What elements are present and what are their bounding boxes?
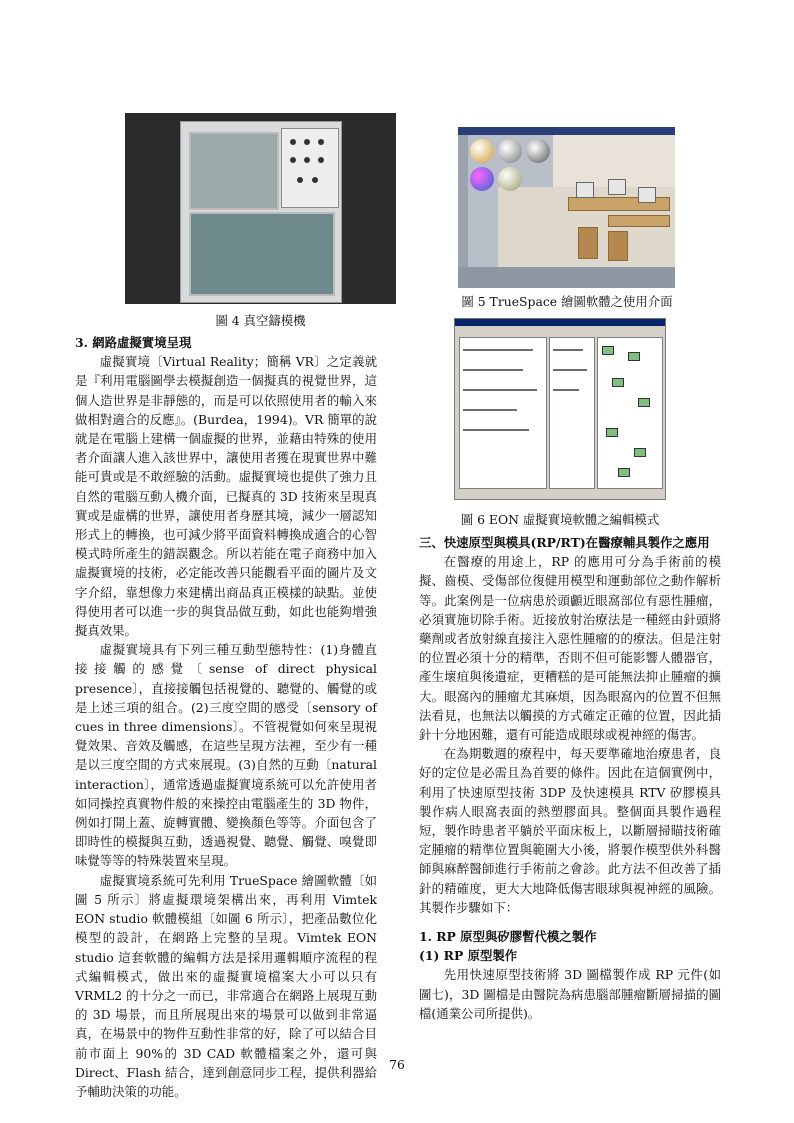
paragraph-vr-definition: 虛擬實境〔Virtual Reality；簡稱 VR〕之定義就是『利用電腦圖學去模擬創造一個擬真的視覺世界，這個人造世界是非靜態的，而是可以依照使用者的輸入來做相對適合的反應』。(Burdea，1994)。VR 簡單的說就是在電腦上建構一個虛擬的世界，並藉由特殊的使用者介面讓人進入該世界中，讓使用者獲在現實世界中難能可貴或是不敢經驗的活動。虛擬實境也提供了強力且自然的電腦互動人機介面，已擬真的 3D 技術來呈現真實或是虛構的世界，讓使用者身歷其境，減少一層認知形式上的轉換，也可減少將平面資料轉換成適合的心智模式時所產生的錯誤觀念。所以若能在電子商務中加入虛擬實境的技術，必定能改善只能觀看平面的圖片及文字介紹，靠想像力來建構出商品真正模樣的缺點。並使得使用者可以進一步的與貨品做互動，如此也能夠增強擬真效果。	[75, 354, 377, 639]
paragraph-vr-interaction: 虛擬實境具有下列三種互動型態特性：(1)身體直接接觸的感覺〔sense of direct physical presence〕，直接接觸包括視覺的、聽覺的、觸覺的或是上述三項的組合。(2)三度空間的感受〔sensory of cues in three dimensions〕。不管視覺如何來呈現視覺效果、音效及觸感，在這些呈現方法裡，至少有一種是以三度空間的方式來展現。(3)自然的互動〔natural interaction〕，通常透過虛擬實境系統可以允許使用者如同操控真實物件般的來操控由電腦產生的 3D 物件，例如打開上蓋、旋轉實體、變換顏色等等。介面包含了即時性的模擬與互動，透過視覺、聽覺、觸覺、嗅覺即味覺等等的特殊裝置來呈現。	[75, 642, 377, 869]
eon-editor-screenshot	[454, 318, 666, 500]
vacuum-casting-machine-photo	[125, 113, 396, 304]
machine-lower-window	[189, 212, 335, 296]
machine-cabinet	[180, 121, 342, 303]
subheading-rp-silicone: 1. RP 原型與矽膠暫代模之製作	[419, 929, 597, 945]
subheading-rp-prototype: (1) RP 原型製作	[419, 948, 518, 964]
machine-upper-window	[189, 132, 279, 210]
truespace-statusbar	[458, 267, 675, 288]
eon-scene-tree	[549, 337, 595, 489]
eon-component-list	[459, 337, 547, 489]
figure-6-caption: 圖 6 EON 虛擬實境軟體之編輯模式	[460, 512, 660, 527]
section-heading-vr: 3. 網路虛擬實境呈現	[75, 335, 192, 350]
truespace-left-panel	[458, 135, 468, 288]
left-column	[75, 333, 377, 1101]
truespace-toolbar	[458, 127, 675, 135]
paragraph-rp-prototype: 先用快速原型技術將 3D 圖檔製作成 RP 元件(如圖七)，3D 圖檔是由醫院為病患腦部腫瘤斷層掃描的圖檔(通業公司所提供)。	[419, 967, 721, 1021]
control-panel	[281, 128, 339, 208]
figure-4-caption: 圖 4 真空鑄模機	[215, 313, 306, 328]
eon-routes-pane	[597, 337, 663, 489]
paragraph-medical-application: 在醫療的用途上，RP 的應用可分為手術前的模擬、齒模、受傷部位復健用模型和運動部位之動作解析等。此案例是一位病患於頭顱近眼窩部位有惡性腫瘤，必須實施切除手術。近接放射治療法是一種經由針頭將藥劑或者放射線直接注入惡性腫瘤的的療法。但是注射的位置必須十分的精準，否則不但可能影響人體器官，產生壞疽與後遺症，更糟糕的是可能無法抑止腫瘤的擴大。眼窩內的腫瘤尤其麻煩，因為眼窩內的位置不但無法看見，也無法以觸摸的方式確定正確的位置，因此插針十分地困難，還有可能造成眼球或視神經的傷害。	[419, 554, 721, 743]
right-column	[419, 533, 721, 1023]
eon-titlebar	[455, 319, 665, 326]
truespace-interface-screenshot	[458, 127, 675, 288]
paragraph-vr-system: 虛擬實境系統可先利用 TrueSpace 繪圖軟體〔如圖 5 所示〕將虛擬環境架構出來，再利用 Vimtek EON studio 軟體模組〔如圖 6 所示〕，把產品數位化模型的設計，在網路上完整的呈現。Vimtek EON studio 這套軟體的編輯方法是採用邏輯順序流程的程式編輯模式，做出來的虛擬實境檔案大小可以只有 VRML2 的十分之一而已，非常適合在網路上展現互動的 3D 場景，而且所展現出來的場景可以做到非常逼真，在場景中的物件互動性非常的好，除了可以結合目前市面上 90%的 3D CAD 軟體檔案之外，還可與 Direct、Flash 結合，達到創意同步工程，提供利器給予輔助決策的功能。	[75, 872, 377, 1099]
page-number: 76	[389, 1057, 405, 1072]
paragraph-treatment-course: 在為期數週的療程中，每天要準確地治療患者，良好的定位是必需且為首要的條件。因此在這個實例中，利用了快速原型技術 3DP 及快速模具 RTV 矽膠模具製作病人眼窩表面的熱塑膠面具。整個面具製作過程短，製作時患者平躺於平面床板上，以斷層掃瞄技術確定腫瘤的精準位置與範圍大小後，將製作模型供外科醫師與麻醉醫師進行手術前之會診。此方法不但改善了插針的精確度，更大大地降低傷害眼球與視神經的風險。其製作步驟如下：	[419, 746, 721, 915]
figure-5-caption: 圖 5 TrueSpace 繪圖軟體之使用介面	[461, 294, 673, 309]
section-heading-rp-rt: 三、快速原型與模具(RP/RT)在醫療輔具製作之應用	[419, 535, 710, 550]
